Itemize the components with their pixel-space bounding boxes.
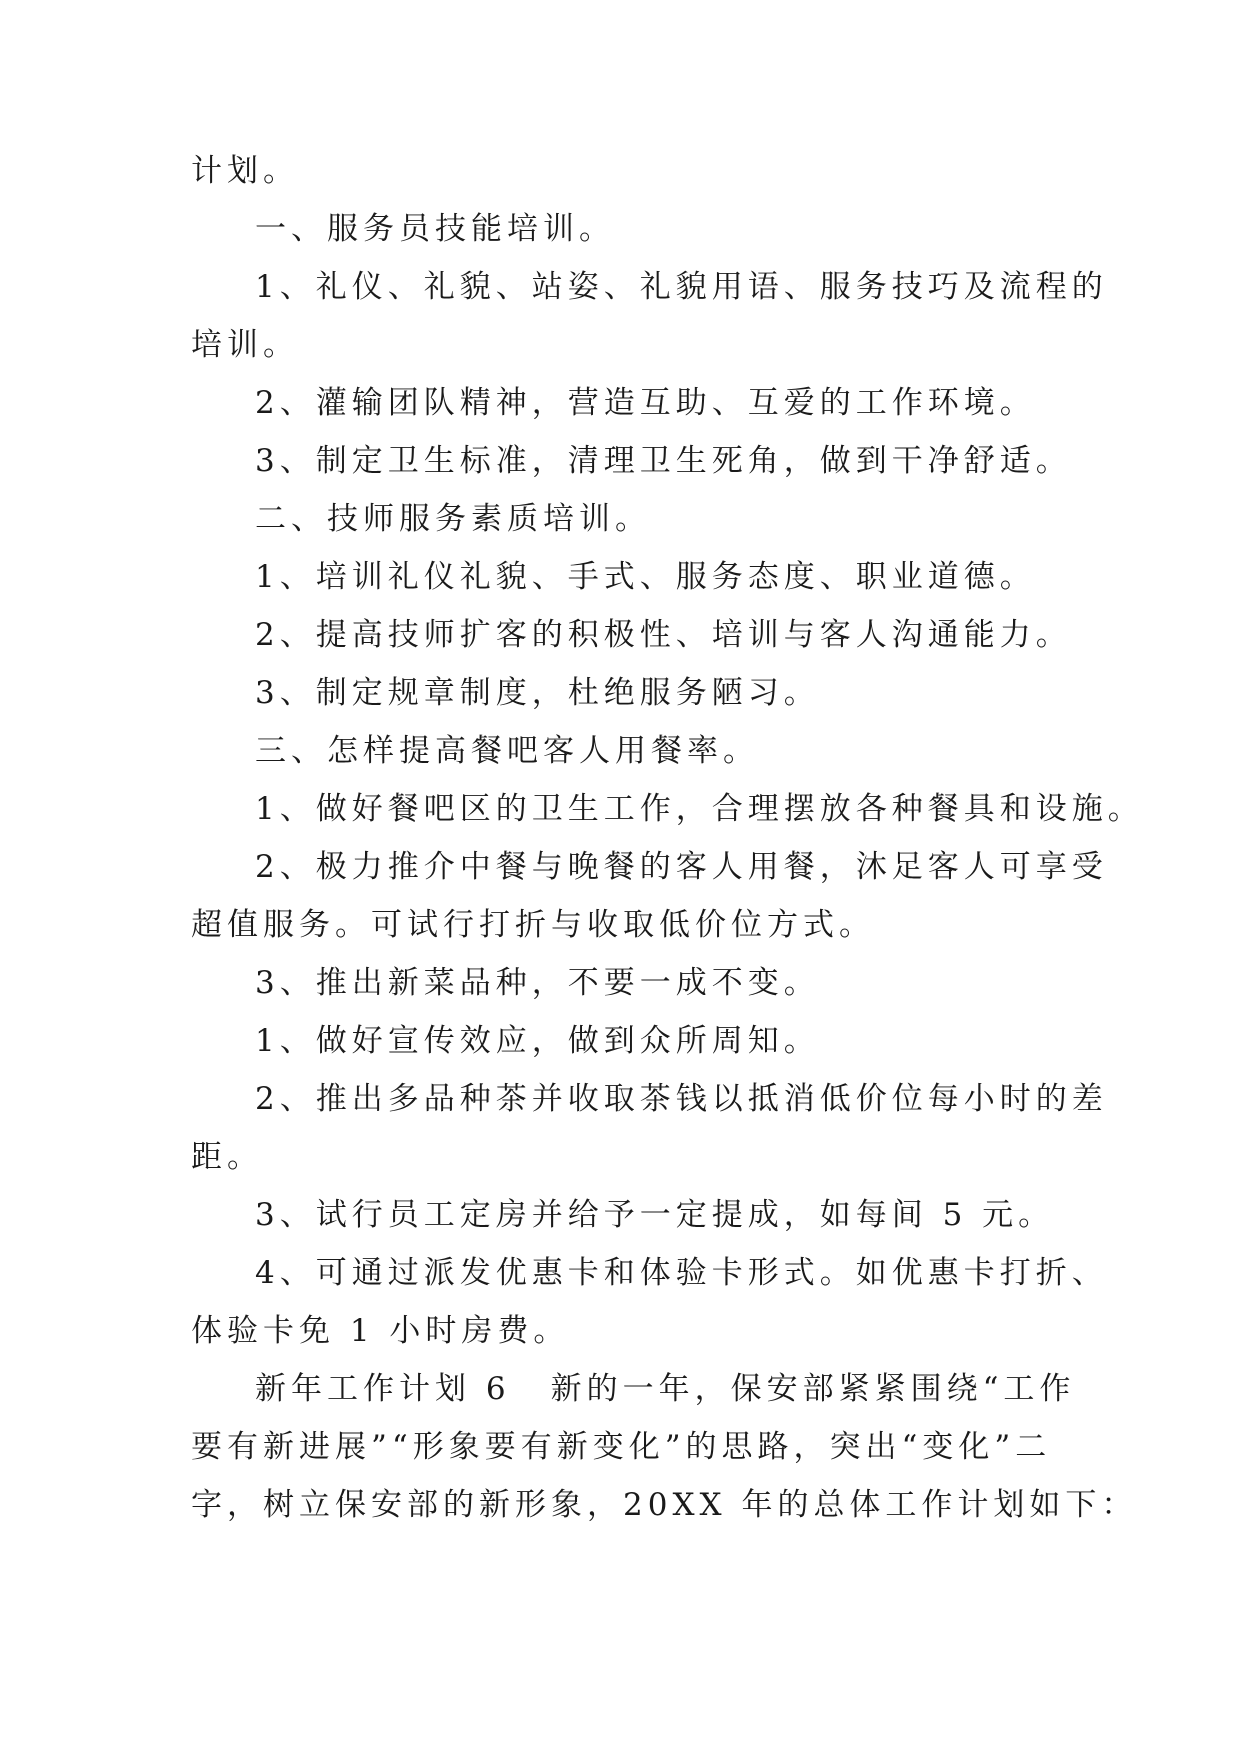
paragraph-line: 4、可通过派发优惠卡和体验卡形式。如优惠卡打折、 [255,1255,1108,1291]
paragraph-line: 培训。 [191,327,299,363]
paragraph-line: 1、做好宣传效应，做到众所周知。 [255,1023,820,1059]
paragraph-line: 1、礼仪、礼貌、站姿、礼貌用语、服务技巧及流程的 [255,269,1108,305]
paragraph-line: 超值服务。可试行打折与收取低价位方式。 [191,907,875,943]
document-page [191,142,1144,1534]
section-heading: 三、怎样提高餐吧客人用餐率。 [255,733,759,769]
paragraph-line: 1、做好餐吧区的卫生工作，合理摆放各种餐具和设施。 [255,791,1144,827]
paragraph-line [191,1360,1076,1418]
paragraph-line: 3、制定卫生标准，清理卫生死角，做到干净舒适。 [255,443,1072,479]
section-heading: 二、技师服务素质培训。 [255,501,651,537]
paragraph-line: 距。 [191,1139,263,1175]
plan-title: 新年工作计划 6 [255,1371,511,1407]
paragraph-line: 1、培训礼仪礼貌、手式、服务态度、职业道德。 [255,559,1036,595]
paragraph-line: 2、极力推介中餐与晚餐的客人用餐，沐足客人可享受 [255,849,1108,885]
paragraph-line: 字，树立保安部的新形象，20XX 年的总体工作计划如下： [191,1487,1138,1523]
paragraph-line: 要有新进展”“形象要有新变化”的思路，突出“变化”二 [191,1429,1052,1465]
paragraph-line: 体验卡免 1 小时房费。 [191,1313,570,1349]
paragraph-line: 2、灌输团队精神，营造互助、互爱的工作环境。 [255,385,1036,421]
section-heading: 一、服务员技能培训。 [255,211,615,247]
paragraph-line: 2、推出多品种茶并收取茶钱以抵消低价位每小时的差 [255,1081,1108,1117]
paragraph-line: 3、制定规章制度，杜绝服务陋习。 [255,675,820,711]
plan-intro: 新的一年，保安部紧紧围绕“工作 [550,1371,1076,1407]
paragraph-line: 计划。 [191,153,299,189]
paragraph-line: 2、提高技师扩客的积极性、培训与客人沟通能力。 [255,617,1072,653]
paragraph-line: 3、推出新菜品种，不要一成不变。 [255,965,820,1001]
paragraph-line: 3、试行员工定房并给予一定提成，如每间 5 元。 [255,1197,1055,1233]
